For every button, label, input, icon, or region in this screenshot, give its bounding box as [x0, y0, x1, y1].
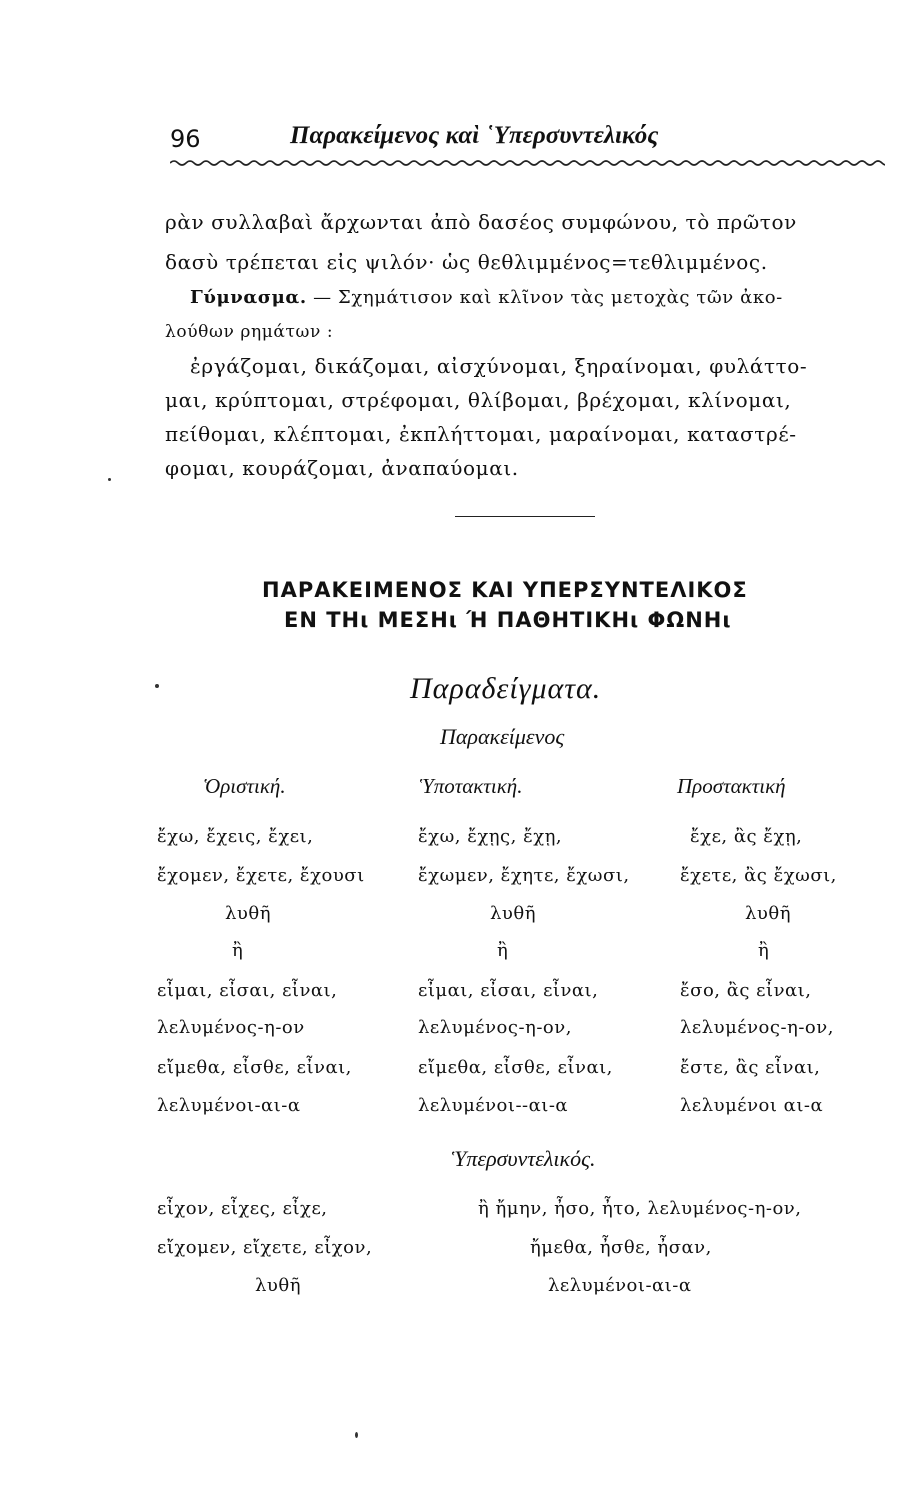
pluperfect-heading: Ὑπερσυντελικός. — [452, 1146, 596, 1171]
print-speck — [155, 684, 159, 688]
subjunctive-row: εἶμαι, εἶσαι, εἶναι, — [418, 980, 599, 1001]
exercise-instruction: — Σχημάτισον καὶ κλῖνον τὰς μετοχὰς τῶν ἀκο- — [306, 287, 783, 308]
print-speck — [108, 478, 111, 481]
pluperfect-right-row: ἤμεθα, ἦσθε, ἦσαν, — [530, 1237, 712, 1258]
section-divider — [455, 516, 595, 517]
imperative-row: ἔστε, ἂς εἶναι, — [680, 1057, 821, 1078]
imperative-row: λυθῆ — [745, 903, 791, 924]
indicative-row: ἢ — [232, 940, 244, 961]
print-speck — [355, 1432, 358, 1438]
verb-line-1: ἐργάζομαι, δικάζομαι, αἰσχύνομαι, ξηραίνομαι, φυλάττο- — [190, 354, 808, 378]
subjunctive-row: ἢ — [497, 940, 509, 961]
subjunctive-row: λυθῆ — [490, 903, 536, 924]
exercise-instruction-2: λούθων ρημάτων : — [165, 322, 334, 342]
subjunctive-row: εἴμεθα, εἶσθε, εἶναι, — [418, 1057, 613, 1078]
pluperfect-right-row: λελυμένοι-αι-α — [548, 1275, 692, 1296]
verb-line-3: πείθομαι, κλέπτομαι, ἐκπλήττομαι, μαραίνομαι, καταστρέ- — [165, 422, 797, 446]
imperative-row: ἔχετε, ἂς ἔχωσι, — [680, 865, 837, 886]
subjunctive-row: λελυμένος-η-ον, — [418, 1017, 572, 1038]
indicative-row: λελυμένοι-αι-α — [157, 1095, 301, 1116]
intro-line-1: ρὰν συλλαβαὶ ἄρχωνται ἀπὸ δασέος συμφώνου, τὸ πρῶτον — [165, 210, 797, 234]
indicative-row: λελυμένος-η-ον — [157, 1017, 305, 1038]
imperative-row: ἔσο, ἂς εἶναι, — [680, 980, 812, 1001]
running-title: Παρακείμενος καὶ ῾Υπερσυντελικός — [290, 122, 659, 149]
indicative-heading: Ὁριστική. — [203, 774, 286, 798]
imperative-heading: Προστακτική — [677, 774, 786, 798]
subjunctive-row: ἔχωμεν, ἔχητε, ἔχωσι, — [418, 865, 630, 886]
header-wavy-rule — [170, 158, 885, 168]
examples-heading: Παραδείγματα. — [410, 672, 602, 705]
indicative-row: εἶμαι, εἶσαι, εἶναι, — [157, 980, 338, 1001]
section-title-line-2: ΕΝ ΤΗι ΜΕΣΗι Ή ΠΑΘΗΤΙΚΗι ΦΩΝΗι — [284, 608, 732, 632]
imperative-row: ἔχε, ἂς ἔχῃ, — [690, 826, 803, 847]
perfect-heading: Παρακείμενος — [440, 724, 565, 749]
pluperfect-left-row: εἴχομεν, εἴχετε, εἶχον, — [157, 1237, 373, 1258]
subjunctive-row: ἔχω, ἔχῃς, ἔχῃ, — [418, 826, 563, 847]
intro-line-2: δασὺ τρέπεται εἰς ψιλόν· ὡς θεθλιμμένος=τεθλιμμένος. — [165, 250, 768, 274]
pluperfect-left-row: εἶχον, εἶχες, εἶχε, — [157, 1198, 328, 1219]
indicative-row: λυθῆ — [225, 903, 271, 924]
section-title-line-1: ΠΑΡΑΚΕΙΜΕΝΟΣ ΚΑΙ ΥΠΕΡΣΥΝΤΕΛΙΚΟΣ — [262, 578, 748, 602]
pluperfect-left-row: λυθῆ — [255, 1275, 301, 1296]
indicative-row: ἔχω, ἔχεις, ἔχει, — [157, 826, 314, 847]
verb-line-4: φομαι, κουράζομαι, ἀναπαύομαι. — [165, 456, 519, 480]
exercise-line-1 — [190, 287, 783, 308]
imperative-row: ἢ — [758, 940, 770, 961]
verb-line-2: μαι, κρύπτομαι, στρέφομαι, θλίβομαι, βρέχομαι, κλίνομαι, — [165, 388, 792, 412]
indicative-row: εἴμεθα, εἶσθε, εἶναι, — [157, 1057, 352, 1078]
pluperfect-right-row: ἢ ἤμην, ἦσο, ἦτο, λελυμένος-η-ον, — [478, 1198, 802, 1219]
subjunctive-row: λελυμένοι--αι-α — [418, 1095, 569, 1116]
exercise-label: Γύμνασμα. — [190, 287, 307, 308]
indicative-row: ἔχομεν, ἔχετε, ἔχουσι — [157, 865, 365, 886]
subjunctive-heading: Ὑποτακτική. — [420, 774, 523, 798]
imperative-row: λελυμένος-η-ον, — [680, 1017, 834, 1038]
page-number: 96 — [170, 125, 201, 153]
imperative-row: λελυμένοι αι-α — [680, 1095, 824, 1116]
